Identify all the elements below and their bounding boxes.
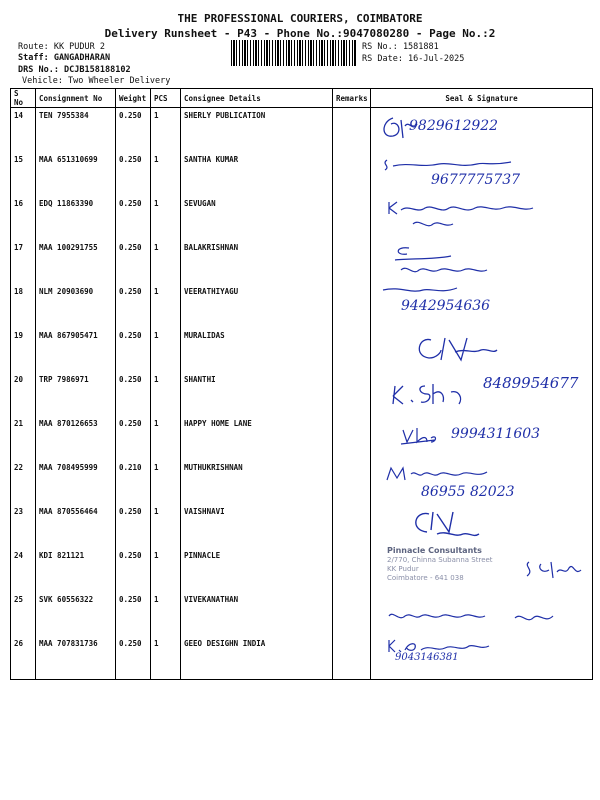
weight: 0.250: [116, 504, 151, 548]
pcs: 1: [151, 328, 181, 372]
pcs: 1: [151, 592, 181, 636]
rs-number: RS No.: 1581881: [362, 42, 439, 52]
sno: 17: [11, 240, 36, 284]
table-row: [11, 284, 593, 328]
pcs: 1: [151, 504, 181, 548]
consignment-no: SVK 60556322: [36, 592, 116, 636]
col-signature: Seal & Signature: [371, 89, 593, 108]
signature-mark: [383, 464, 503, 484]
table-row: [11, 196, 593, 240]
consignee: PINNACLE: [181, 548, 333, 592]
company-title: THE PROFESSIONAL COURIERS, COIMBATORE: [177, 12, 423, 25]
consignee: MUTHUKRISHNAN: [181, 460, 333, 504]
consignee: SHANTHI: [181, 372, 333, 416]
col-weight: Weight: [116, 89, 151, 108]
sno: 22: [11, 460, 36, 504]
signature-mark: [401, 330, 501, 368]
remarks: [333, 108, 371, 153]
signature-cell: [371, 416, 593, 460]
table-row: [11, 460, 593, 504]
sno: 19: [11, 328, 36, 372]
stamp-city: KK Pudur: [387, 565, 419, 573]
weight: 0.250: [116, 592, 151, 636]
consignment-no: MAA 870556464: [36, 504, 116, 548]
consignee: VEERATHIYAGU: [181, 284, 333, 328]
signature-cell: [371, 152, 593, 196]
pcs: 1: [151, 460, 181, 504]
signature-mark: [385, 606, 565, 630]
stamp-name: Pinnacle Consultants: [387, 546, 482, 555]
weight: 0.250: [116, 372, 151, 416]
pcs: 1: [151, 548, 181, 592]
signature-cell: [371, 548, 593, 592]
sno: 15: [11, 152, 36, 196]
signature-mark: [391, 242, 521, 280]
pcs: 1: [151, 196, 181, 240]
pcs: 1: [151, 284, 181, 328]
sno: 21: [11, 416, 36, 460]
remarks: [333, 548, 371, 592]
sno: 16: [11, 196, 36, 240]
consignee: GEEO DESIGHN INDIA: [181, 636, 333, 680]
sno: 20: [11, 372, 36, 416]
sno: 26: [11, 636, 36, 680]
pcs: 1: [151, 152, 181, 196]
table-row: [11, 592, 593, 636]
signature-cell: [371, 240, 593, 284]
table-row: [11, 328, 593, 372]
sno: 18: [11, 284, 36, 328]
table-row: [11, 152, 593, 196]
company-stamp: [387, 546, 493, 583]
pcs: 1: [151, 372, 181, 416]
table-row: [11, 416, 593, 460]
signature-cell: [371, 196, 593, 240]
remarks: [333, 460, 371, 504]
signature-mark: [401, 506, 491, 546]
col-sno: S No: [11, 89, 36, 108]
route: Route: KK PUDUR 2: [18, 42, 105, 52]
signature-cell: [371, 504, 593, 548]
remarks: [333, 284, 371, 328]
signature-mark: [399, 426, 439, 448]
consignee: SANTHA KUMAR: [181, 152, 333, 196]
pcs: 1: [151, 240, 181, 284]
sno: 24: [11, 548, 36, 592]
consignment-no: MAA 651310699: [36, 152, 116, 196]
consignee: BALAKRISHNAN: [181, 240, 333, 284]
consignment-no: KDI 821121: [36, 548, 116, 592]
consignment-no: MAA 100291755: [36, 240, 116, 284]
staff: Staff: GANGADHARAN: [18, 53, 111, 63]
stamp-pin: Coimbatore - 641 038: [387, 574, 464, 582]
weight: 0.250: [116, 284, 151, 328]
col-remarks: Remarks: [333, 89, 371, 108]
signature-phone: 9677775737: [431, 172, 521, 188]
consignment-no: MAA 867905471: [36, 328, 116, 372]
signature-phone: 9043146381: [395, 652, 459, 663]
signature-cell: [371, 460, 593, 504]
consignment-no: MAA 707831736: [36, 636, 116, 680]
signature-cell: [371, 284, 593, 328]
runsheet-table: [10, 88, 593, 680]
weight: 0.250: [116, 196, 151, 240]
pcs: 1: [151, 108, 181, 153]
signature-phone: 86955 82023: [421, 484, 515, 500]
weight: 0.250: [116, 108, 151, 153]
weight: 0.210: [116, 460, 151, 504]
sno: 14: [11, 108, 36, 153]
remarks: [333, 240, 371, 284]
consignment-no: TEN 7955384: [36, 108, 116, 153]
table-header: [11, 89, 593, 108]
table-row: [11, 240, 593, 284]
signature-mark: [389, 378, 489, 408]
drs-number: DRS No.: DCJB158188102: [18, 65, 131, 75]
weight: 0.250: [116, 636, 151, 680]
signature-mark: [383, 198, 553, 236]
consignment-no: MAA 870126653: [36, 416, 116, 460]
remarks: [333, 196, 371, 240]
signature-cell: [371, 636, 593, 680]
consignee: VAISHNAVI: [181, 504, 333, 548]
consignee: HAPPY HOME LANE: [181, 416, 333, 460]
consignee: SEVUGAN: [181, 196, 333, 240]
vehicle: Vehicle: Two Wheeler Delivery: [22, 76, 171, 86]
consignee: VIVEKANATHAN: [181, 592, 333, 636]
consignment-no: TRP 7986971: [36, 372, 116, 416]
consignee: MURALIDAS: [181, 328, 333, 372]
col-consignment: Consignment No: [36, 89, 116, 108]
signature-cell: [371, 328, 593, 372]
signature-cell: [371, 372, 593, 416]
remarks: [333, 592, 371, 636]
stamp-address: 2/770, Chinna Subanna Street: [387, 556, 493, 564]
col-consignee: Consignee Details: [181, 89, 333, 108]
table-row: [11, 372, 593, 416]
table-row: [11, 108, 593, 153]
signature-cell: [371, 592, 593, 636]
remarks: [333, 372, 371, 416]
remarks: [333, 416, 371, 460]
barcode: [231, 40, 357, 66]
remarks: [333, 152, 371, 196]
signature-phone: 9829612922: [409, 118, 499, 134]
col-pcs: PCS: [151, 89, 181, 108]
weight: 0.250: [116, 548, 151, 592]
sno: 25: [11, 592, 36, 636]
table-row: [11, 636, 593, 680]
weight: 0.250: [116, 152, 151, 196]
signature-mark: [521, 558, 587, 584]
sno: 23: [11, 504, 36, 548]
table-row: [11, 548, 593, 592]
consignment-no: MAA 708495999: [36, 460, 116, 504]
signature-cell: [371, 108, 593, 153]
remarks: [333, 504, 371, 548]
rs-date: RS Date: 16-Jul-2025: [362, 54, 465, 64]
weight: 0.250: [116, 240, 151, 284]
runsheet-subtitle: Delivery Runsheet - P43 - Phone No.:9047080280 - Page No.:2: [104, 27, 496, 40]
signature-phone: 8489954677: [483, 374, 579, 392]
signature-phone: 9994311603: [451, 426, 541, 442]
signature-phone: 9442954636: [401, 298, 491, 314]
consignment-no: EDQ 11863390: [36, 196, 116, 240]
remarks: [333, 328, 371, 372]
pcs: 1: [151, 636, 181, 680]
pcs: 1: [151, 416, 181, 460]
consignee: SHERLY PUBLICATION: [181, 108, 333, 153]
consignment-no: NLM 20903690: [36, 284, 116, 328]
remarks: [333, 636, 371, 680]
table-row: [11, 504, 593, 548]
weight: 0.250: [116, 416, 151, 460]
weight: 0.250: [116, 328, 151, 372]
